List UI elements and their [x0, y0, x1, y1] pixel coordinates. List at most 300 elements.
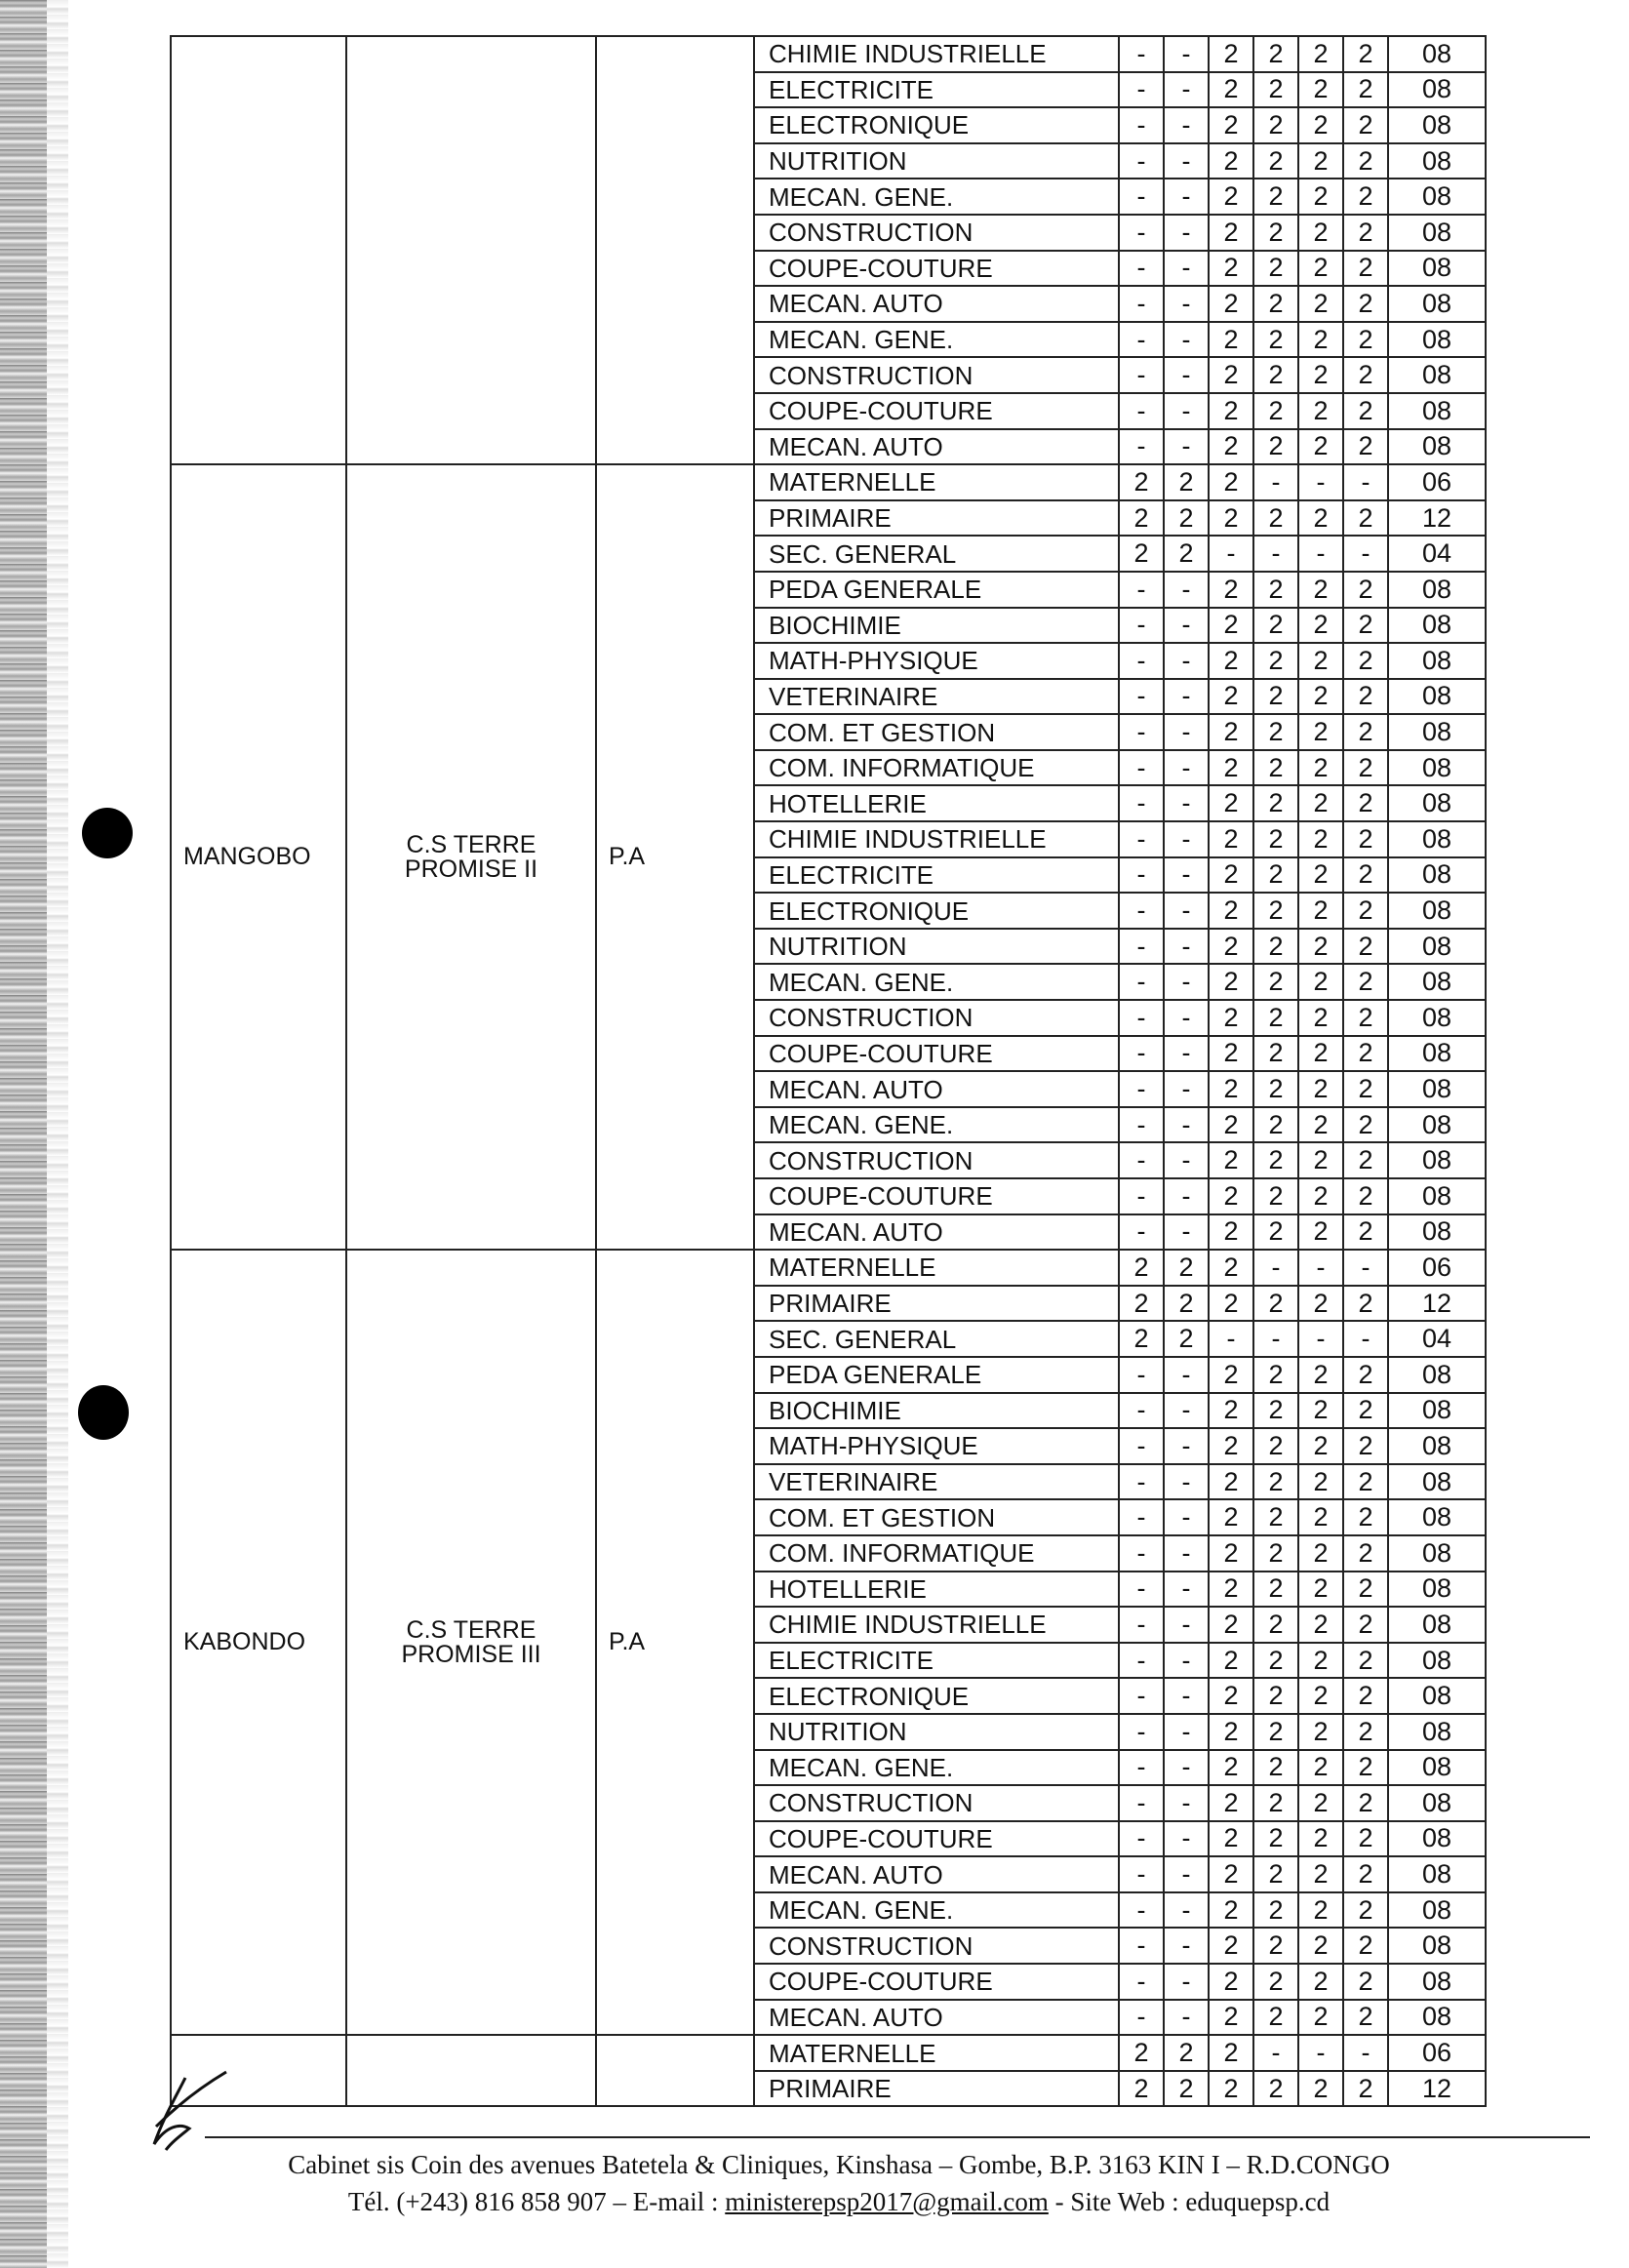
- class-count-cell: 2: [1253, 1071, 1298, 1107]
- footer-divider: [205, 2136, 1590, 2138]
- class-count-cell: 2: [1119, 536, 1164, 572]
- class-count-cell: 2: [1253, 1357, 1298, 1393]
- class-count-cell: -: [1164, 1785, 1209, 1821]
- class-count-cell: 2: [1209, 1964, 1253, 2000]
- class-count-cell: 2: [1298, 1357, 1343, 1393]
- class-count-cell: 2: [1119, 1286, 1164, 1322]
- total-cell: 08: [1388, 1678, 1486, 1714]
- class-count-cell: 2: [1343, 929, 1388, 965]
- class-count-cell: 2: [1298, 251, 1343, 287]
- class-count-cell: 2: [1298, 1214, 1343, 1251]
- class-count-cell: 2: [1298, 1000, 1343, 1036]
- class-count-cell: 2: [1343, 643, 1388, 679]
- section-cell: MECAN. AUTO: [754, 429, 1119, 465]
- class-count-cell: -: [1119, 679, 1164, 715]
- class-count-cell: 2: [1209, 107, 1253, 143]
- class-count-cell: 2: [1343, 1714, 1388, 1750]
- class-count-cell: 2: [1164, 536, 1209, 572]
- class-count-cell: 2: [1253, 1821, 1298, 1857]
- class-count-cell: -: [1164, 1036, 1209, 1072]
- section-cell: COM. INFORMATIQUE: [754, 1535, 1119, 1572]
- class-count-cell: -: [1119, 1071, 1164, 1107]
- class-count-cell: 2: [1298, 1178, 1343, 1214]
- class-count-cell: 2: [1209, 1785, 1253, 1821]
- class-count-cell: 2: [1253, 1464, 1298, 1500]
- class-count-cell: 2: [1343, 1178, 1388, 1214]
- total-cell: 08: [1388, 251, 1486, 287]
- class-count-cell: 2: [1343, 1357, 1388, 1393]
- class-count-cell: -: [1119, 429, 1164, 465]
- class-count-cell: -: [1119, 1856, 1164, 1892]
- class-count-cell: 2: [1298, 357, 1343, 393]
- class-count-cell: 2: [1298, 36, 1343, 72]
- class-count-cell: -: [1164, 357, 1209, 393]
- class-count-cell: -: [1119, 1214, 1164, 1251]
- class-count-cell: 2: [1164, 2035, 1209, 2071]
- total-cell: 08: [1388, 143, 1486, 179]
- section-cell: CONSTRUCTION: [754, 215, 1119, 251]
- class-count-cell: 2: [1298, 1607, 1343, 1643]
- class-count-cell: 2: [1298, 821, 1343, 857]
- class-count-cell: 2: [1298, 1535, 1343, 1572]
- class-count-cell: -: [1119, 107, 1164, 143]
- section-cell: COM. ET GESTION: [754, 714, 1119, 750]
- class-count-cell: -: [1119, 1928, 1164, 1964]
- class-count-cell: 2: [1164, 1321, 1209, 1357]
- class-count-cell: 2: [1343, 1607, 1388, 1643]
- class-count-cell: -: [1343, 1250, 1388, 1286]
- class-count-cell: -: [1119, 893, 1164, 929]
- class-count-cell: -: [1119, 322, 1164, 358]
- class-count-cell: 2: [1298, 1821, 1343, 1857]
- scan-edge-noise-light: [47, 0, 68, 2268]
- section-cell: MATERNELLE: [754, 464, 1119, 500]
- class-count-cell: -: [1119, 1142, 1164, 1178]
- class-count-cell: -: [1164, 1714, 1209, 1750]
- class-count-cell: 2: [1298, 572, 1343, 608]
- section-cell: CHIMIE INDUSTRIELLE: [754, 36, 1119, 72]
- class-count-cell: 2: [1298, 429, 1343, 465]
- class-count-cell: 2: [1253, 393, 1298, 429]
- section-cell: BIOCHIMIE: [754, 1393, 1119, 1429]
- scan-edge-noise: [0, 0, 47, 2268]
- section-cell: BIOCHIMIE: [754, 608, 1119, 644]
- class-count-cell: 2: [1209, 2035, 1253, 2071]
- footer-address: Cabinet sis Coin des avenues Batetela & Cliniques, Kinshasa – Gombe, B.P. 3163 KIN I – R.D.CONGO: [288, 2150, 1390, 2179]
- class-count-cell: -: [1119, 1607, 1164, 1643]
- class-count-cell: 2: [1253, 251, 1298, 287]
- class-count-cell: -: [1253, 1321, 1298, 1357]
- class-count-cell: 2: [1343, 893, 1388, 929]
- class-count-cell: 2: [1253, 714, 1298, 750]
- class-count-cell: 2: [1253, 1856, 1298, 1892]
- class-count-cell: 2: [1209, 1535, 1253, 1572]
- class-count-cell: 2: [1343, 143, 1388, 179]
- class-count-cell: 2: [1209, 143, 1253, 179]
- class-count-cell: 2: [1209, 1750, 1253, 1786]
- section-cell: CONSTRUCTION: [754, 1142, 1119, 1178]
- class-count-cell: -: [1119, 1464, 1164, 1500]
- class-count-cell: 2: [1253, 1572, 1298, 1608]
- total-cell: 08: [1388, 857, 1486, 894]
- class-count-cell: -: [1119, 1572, 1164, 1608]
- class-count-cell: 2: [1209, 464, 1253, 500]
- section-cell: NUTRITION: [754, 929, 1119, 965]
- section-cell: COUPE-COUTURE: [754, 1964, 1119, 2000]
- class-count-cell: 2: [1298, 750, 1343, 786]
- section-cell: MECAN. GENE.: [754, 1892, 1119, 1929]
- table-row: [171, 464, 1486, 500]
- class-count-cell: 2: [1253, 2071, 1298, 2107]
- class-count-cell: 2: [1253, 643, 1298, 679]
- total-cell: 08: [1388, 714, 1486, 750]
- total-cell: 08: [1388, 1821, 1486, 1857]
- total-cell: 06: [1388, 464, 1486, 500]
- section-cell: MECAN. AUTO: [754, 1856, 1119, 1892]
- class-count-cell: 2: [1343, 393, 1388, 429]
- class-count-cell: 2: [1343, 1286, 1388, 1322]
- class-count-cell: 2: [1164, 464, 1209, 500]
- class-count-cell: 2: [1343, 1856, 1388, 1892]
- class-count-cell: 2: [1343, 1036, 1388, 1072]
- class-count-cell: 2: [1298, 1142, 1343, 1178]
- class-count-cell: 2: [1343, 1499, 1388, 1535]
- class-count-cell: -: [1164, 1892, 1209, 1929]
- class-count-cell: -: [1119, 72, 1164, 108]
- class-count-cell: -: [1119, 1964, 1164, 2000]
- class-count-cell: -: [1298, 464, 1343, 500]
- class-count-cell: 2: [1253, 1678, 1298, 1714]
- class-count-cell: -: [1164, 1178, 1209, 1214]
- class-count-cell: 2: [1343, 714, 1388, 750]
- class-count-cell: 2: [1253, 1964, 1298, 2000]
- class-count-cell: -: [1253, 536, 1298, 572]
- class-count-cell: 2: [1343, 1071, 1388, 1107]
- section-cell: MATERNELLE: [754, 2035, 1119, 2071]
- class-count-cell: -: [1119, 1714, 1164, 1750]
- class-count-cell: 2: [1209, 750, 1253, 786]
- class-count-cell: 2: [1209, 1357, 1253, 1393]
- section-cell: COM. INFORMATIQUE: [754, 750, 1119, 786]
- class-count-cell: -: [1164, 1107, 1209, 1143]
- class-count-cell: 2: [1253, 1428, 1298, 1464]
- class-count-cell: 2: [1343, 357, 1388, 393]
- total-cell: 12: [1388, 1286, 1486, 1322]
- punch-hole-bottom: [78, 1385, 129, 1440]
- class-count-cell: -: [1164, 1964, 1209, 2000]
- class-count-cell: -: [1164, 1821, 1209, 1857]
- total-cell: 08: [1388, 572, 1486, 608]
- class-count-cell: 2: [1298, 929, 1343, 965]
- locality-cell: MANGOBO: [171, 464, 346, 1250]
- class-count-cell: -: [1119, 251, 1164, 287]
- class-count-cell: -: [1164, 1000, 1209, 1036]
- class-count-cell: 2: [1253, 750, 1298, 786]
- class-count-cell: 2: [1209, 1393, 1253, 1429]
- class-count-cell: 2: [1209, 286, 1253, 322]
- class-count-cell: -: [1343, 464, 1388, 500]
- class-count-cell: 2: [1209, 1464, 1253, 1500]
- class-count-cell: 2: [1298, 1892, 1343, 1929]
- section-cell: MECAN. AUTO: [754, 1071, 1119, 1107]
- class-count-cell: 2: [1298, 1785, 1343, 1821]
- class-count-cell: -: [1164, 893, 1209, 929]
- class-count-cell: -: [1164, 215, 1209, 251]
- class-count-cell: -: [1119, 1107, 1164, 1143]
- class-count-cell: 2: [1209, 2071, 1253, 2107]
- section-cell: MECAN. AUTO: [754, 1214, 1119, 1251]
- section-cell: MECAN. AUTO: [754, 2000, 1119, 2036]
- class-count-cell: 2: [1298, 1071, 1343, 1107]
- class-count-cell: -: [1164, 608, 1209, 644]
- footer-site: eduquepsp.cd: [1185, 2187, 1331, 2216]
- section-cell: SEC. GENERAL: [754, 1321, 1119, 1357]
- total-cell: 06: [1388, 2035, 1486, 2071]
- total-cell: 08: [1388, 1036, 1486, 1072]
- total-cell: 08: [1388, 785, 1486, 821]
- class-count-cell: 2: [1343, 36, 1388, 72]
- class-count-cell: -: [1119, 1357, 1164, 1393]
- class-count-cell: -: [1119, 179, 1164, 215]
- class-count-cell: 2: [1343, 322, 1388, 358]
- class-count-cell: -: [1164, 1572, 1209, 1608]
- class-count-cell: 2: [1209, 1178, 1253, 1214]
- class-count-cell: 2: [1209, 1856, 1253, 1892]
- class-count-cell: 2: [1343, 215, 1388, 251]
- class-count-cell: 2: [1343, 107, 1388, 143]
- section-cell: COUPE-COUTURE: [754, 1036, 1119, 1072]
- class-count-cell: 2: [1253, 500, 1298, 537]
- class-count-cell: -: [1119, 714, 1164, 750]
- school-cell: [346, 2035, 596, 2106]
- section-cell: PEDA GENERALE: [754, 572, 1119, 608]
- class-count-cell: 2: [1253, 1036, 1298, 1072]
- section-cell: MATH-PHYSIQUE: [754, 643, 1119, 679]
- class-count-cell: -: [1164, 643, 1209, 679]
- class-count-cell: -: [1164, 572, 1209, 608]
- class-count-cell: 2: [1164, 2071, 1209, 2107]
- class-count-cell: 2: [1298, 857, 1343, 894]
- class-count-cell: 2: [1119, 2035, 1164, 2071]
- class-count-cell: 2: [1209, 1428, 1253, 1464]
- section-cell: VETERINAIRE: [754, 1464, 1119, 1500]
- section-cell: MATERNELLE: [754, 1250, 1119, 1286]
- total-cell: 08: [1388, 215, 1486, 251]
- class-count-cell: 2: [1343, 1428, 1388, 1464]
- class-count-cell: 2: [1253, 107, 1298, 143]
- total-cell: 08: [1388, 1107, 1486, 1143]
- section-cell: ELECTRICITE: [754, 72, 1119, 108]
- signature-mark: [146, 2068, 234, 2156]
- class-count-cell: -: [1209, 1321, 1253, 1357]
- class-count-cell: 2: [1209, 1821, 1253, 1857]
- class-count-cell: 2: [1343, 1142, 1388, 1178]
- class-count-cell: 2: [1209, 429, 1253, 465]
- table-row: [171, 36, 1486, 72]
- section-cell: ELECTRONIQUE: [754, 893, 1119, 929]
- class-count-cell: -: [1164, 1464, 1209, 1500]
- section-cell: COUPE-COUTURE: [754, 393, 1119, 429]
- class-count-cell: -: [1164, 36, 1209, 72]
- total-cell: 08: [1388, 1393, 1486, 1429]
- class-count-cell: 2: [1209, 215, 1253, 251]
- total-cell: 08: [1388, 1714, 1486, 1750]
- section-cell: ELECTRONIQUE: [754, 1678, 1119, 1714]
- class-count-cell: 2: [1343, 821, 1388, 857]
- class-count-cell: 2: [1209, 1000, 1253, 1036]
- section-cell: CONSTRUCTION: [754, 1000, 1119, 1036]
- class-count-cell: 2: [1119, 1321, 1164, 1357]
- footer-contact: [146, 2183, 1531, 2220]
- class-count-cell: -: [1164, 1428, 1209, 1464]
- regime-cell: P.A: [596, 1250, 754, 2035]
- class-count-cell: 2: [1343, 251, 1388, 287]
- class-count-cell: -: [1119, 643, 1164, 679]
- class-count-cell: 2: [1253, 1214, 1298, 1251]
- class-count-cell: 2: [1209, 785, 1253, 821]
- class-count-cell: 2: [1343, 1643, 1388, 1679]
- school-cell: C.S TERRE PROMISE III: [346, 1250, 596, 2035]
- class-count-cell: 2: [1298, 1643, 1343, 1679]
- class-count-cell: 2: [1253, 72, 1298, 108]
- class-count-cell: 2: [1209, 1643, 1253, 1679]
- section-cell: MECAN. GENE.: [754, 179, 1119, 215]
- class-count-cell: 2: [1253, 357, 1298, 393]
- total-cell: 08: [1388, 357, 1486, 393]
- total-cell: 08: [1388, 322, 1486, 358]
- class-count-cell: 2: [1253, 1499, 1298, 1535]
- total-cell: 04: [1388, 1321, 1486, 1357]
- class-count-cell: 2: [1209, 72, 1253, 108]
- class-count-cell: -: [1164, 679, 1209, 715]
- total-cell: 08: [1388, 1000, 1486, 1036]
- class-count-cell: 2: [1298, 1572, 1343, 1608]
- class-count-cell: 2: [1343, 1785, 1388, 1821]
- class-count-cell: 2: [1298, 1464, 1343, 1500]
- class-count-cell: -: [1164, 251, 1209, 287]
- class-count-cell: 2: [1209, 393, 1253, 429]
- class-count-cell: -: [1119, 215, 1164, 251]
- total-cell: 08: [1388, 1214, 1486, 1251]
- class-count-cell: -: [1119, 964, 1164, 1000]
- class-count-cell: 2: [1343, 1678, 1388, 1714]
- class-count-cell: -: [1253, 464, 1298, 500]
- class-count-cell: 2: [1209, 1036, 1253, 1072]
- section-cell: MECAN. GENE.: [754, 1107, 1119, 1143]
- footer-email-link[interactable]: ministerepsp2017@gmail.com: [725, 2187, 1049, 2216]
- class-count-cell: 2: [1343, 1214, 1388, 1251]
- class-count-cell: 2: [1343, 500, 1388, 537]
- total-cell: 08: [1388, 1964, 1486, 2000]
- class-count-cell: 2: [1253, 36, 1298, 72]
- class-count-cell: -: [1119, 608, 1164, 644]
- class-count-cell: 2: [1253, 1393, 1298, 1429]
- class-count-cell: -: [1119, 1892, 1164, 1929]
- class-count-cell: 2: [1343, 785, 1388, 821]
- section-cell: PRIMAIRE: [754, 2071, 1119, 2107]
- class-count-cell: 2: [1119, 500, 1164, 537]
- class-count-cell: 2: [1253, 1535, 1298, 1572]
- class-count-cell: -: [1164, 1499, 1209, 1535]
- class-count-cell: 2: [1119, 1250, 1164, 1286]
- class-count-cell: 2: [1253, 2000, 1298, 2036]
- class-count-cell: -: [1119, 1000, 1164, 1036]
- class-count-cell: 2: [1343, 1107, 1388, 1143]
- total-cell: 08: [1388, 1607, 1486, 1643]
- class-count-cell: 2: [1209, 1250, 1253, 1286]
- class-count-cell: 2: [1209, 608, 1253, 644]
- class-count-cell: -: [1164, 964, 1209, 1000]
- class-count-cell: -: [1298, 536, 1343, 572]
- class-count-cell: -: [1119, 785, 1164, 821]
- class-count-cell: 2: [1343, 1928, 1388, 1964]
- class-count-cell: -: [1164, 1643, 1209, 1679]
- class-count-cell: -: [1164, 1535, 1209, 1572]
- class-count-cell: -: [1164, 1856, 1209, 1892]
- section-cell: CONSTRUCTION: [754, 1785, 1119, 1821]
- section-cell: ELECTRICITE: [754, 857, 1119, 894]
- footer-email-label: – E-mail :: [613, 2187, 719, 2216]
- section-cell: COUPE-COUTURE: [754, 1821, 1119, 1857]
- total-cell: 08: [1388, 1071, 1486, 1107]
- class-count-cell: -: [1119, 1178, 1164, 1214]
- section-cell: PEDA GENERALE: [754, 1357, 1119, 1393]
- total-cell: 08: [1388, 286, 1486, 322]
- total-cell: 08: [1388, 1357, 1486, 1393]
- class-count-cell: 2: [1253, 572, 1298, 608]
- class-count-cell: 2: [1253, 1107, 1298, 1143]
- class-count-cell: 2: [1343, 964, 1388, 1000]
- class-count-cell: 2: [1298, 893, 1343, 929]
- class-count-cell: 2: [1253, 964, 1298, 1000]
- class-count-cell: 2: [1298, 1036, 1343, 1072]
- class-count-cell: -: [1119, 821, 1164, 857]
- total-cell: 08: [1388, 1464, 1486, 1500]
- class-count-cell: 2: [1209, 1928, 1253, 1964]
- regime-cell: [596, 36, 754, 464]
- class-count-cell: 2: [1298, 393, 1343, 429]
- class-count-cell: 2: [1209, 821, 1253, 857]
- class-count-cell: 2: [1298, 608, 1343, 644]
- section-cell: HOTELLERIE: [754, 1572, 1119, 1608]
- class-count-cell: -: [1164, 1071, 1209, 1107]
- class-count-cell: 2: [1209, 1499, 1253, 1535]
- class-count-cell: -: [1119, 572, 1164, 608]
- section-cell: CONSTRUCTION: [754, 357, 1119, 393]
- total-cell: 08: [1388, 1535, 1486, 1572]
- class-count-cell: 2: [1298, 1964, 1343, 2000]
- class-count-cell: -: [1164, 1607, 1209, 1643]
- class-count-cell: -: [1164, 1142, 1209, 1178]
- class-count-cell: 2: [1164, 1286, 1209, 1322]
- class-count-cell: 2: [1253, 1643, 1298, 1679]
- class-count-cell: 2: [1298, 500, 1343, 537]
- class-count-cell: 2: [1253, 1286, 1298, 1322]
- class-count-cell: -: [1119, 750, 1164, 786]
- class-count-cell: 2: [1253, 1178, 1298, 1214]
- class-count-cell: -: [1343, 536, 1388, 572]
- class-count-cell: 2: [1209, 1678, 1253, 1714]
- class-count-cell: -: [1164, 1214, 1209, 1251]
- class-count-cell: 2: [1209, 643, 1253, 679]
- class-count-cell: 2: [1253, 1892, 1298, 1929]
- total-cell: 08: [1388, 608, 1486, 644]
- class-count-cell: -: [1164, 429, 1209, 465]
- class-count-cell: 2: [1298, 72, 1343, 108]
- class-count-cell: 2: [1253, 1750, 1298, 1786]
- section-cell: ELECTRONIQUE: [754, 107, 1119, 143]
- class-count-cell: -: [1164, 750, 1209, 786]
